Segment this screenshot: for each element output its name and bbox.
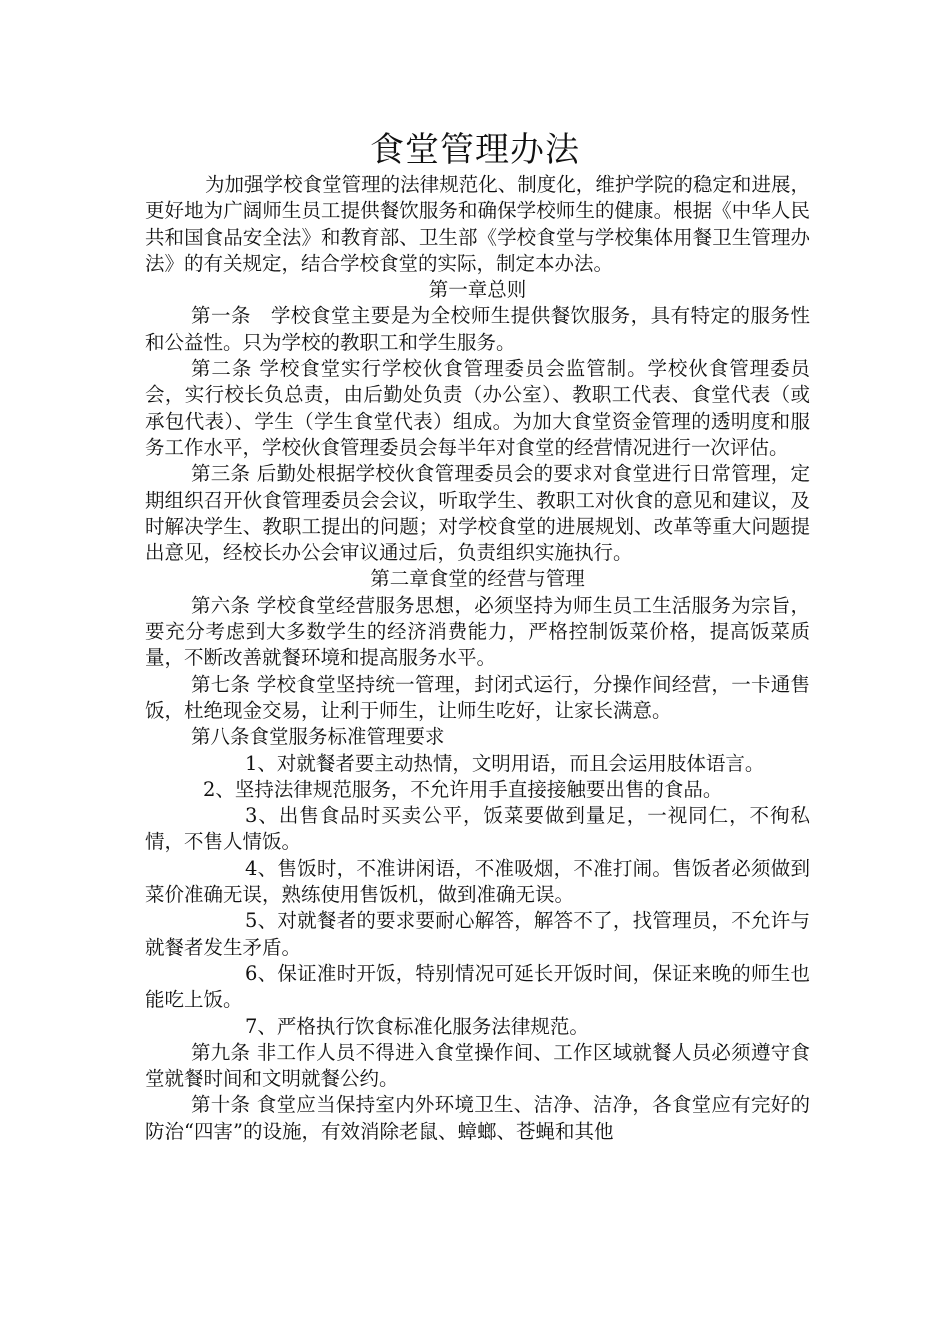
article-7: 第七条 学校食堂坚持统一管理，封闭式运行，分操作间经营，一卡通售饭，杜绝现金交易，让利于师生，让师生吃好，让家长满意。	[145, 672, 810, 722]
article-8-heading: 第八条食堂服务标准管理要求	[191, 725, 445, 749]
list-item-7: 7、严格执行饮食标准化服务法律规范。	[245, 1014, 589, 1038]
list-item-5: 5、对就餐者的要求要耐心解答，解答不了，找管理员，不允许与就餐者发生矛盾。	[145, 909, 810, 959]
list-item-3: 3、出售食品时买卖公平，饭菜要做到量足，一视同仁，不徇私情，不售人情饭。	[145, 804, 810, 854]
article-1: 第一条 学校食堂主要是为全校师生提供餐饮服务，具有特定的服务性和公益性。只为学校的教职工和学生服务。	[145, 304, 810, 354]
document-body	[145, 172, 810, 1145]
chapter-heading-2: 第二章食堂的经营与管理	[370, 567, 585, 591]
list-item-4: 4、售饭时，不准讲闲语，不准吸烟，不准打闹。售饭者必须做到菜价准确无误，熟练使用售饭机，做到准确无误。	[145, 856, 810, 907]
article-9: 第九条 非工作人员不得进入食堂操作间、工作区域就餐人员必须遵守食堂就餐时间和文明就餐公约。	[145, 1040, 810, 1091]
article-3: 第三条 后勤处根据学校伙食管理委员会的要求对食堂进行日常管理，定期组织召开伙食管理委员会会议，听取学生、教职工对伙食的意见和建议，及时解决学生、教职工提出的问题；对学校食堂的进展规划、改革等重大问题提出意见，经校长办公会审议通过后，负责组织实施执行。	[145, 462, 810, 565]
article-2: 第二条 学校食堂实行学校伙食管理委员会监管制。学校伙食管理委员会，实行校长负总责，由后勤处负责（办公室）、教职工代表、食堂代表（或承包代表）、学生（学生食堂代表）组成。为加大食堂资金管理的透明度和服务工作水平，学校伙食管理委员会每半年对食堂的经营情况进行一次评估。	[145, 357, 810, 459]
article-6: 第六条 学校食堂经营服务思想，必须坚持为师生员工生活服务为宗旨，要充分考虑到大多数学生的经济消费能力，严格控制饭菜价格，提高饭菜质量，不断改善就餐环境和提高服务水平。	[145, 593, 810, 670]
article-10: 第十条 食堂应当保持室内外环境卫生、洁净、洁净，各食堂应有完好的防治“四害”的设施，有效消除老鼠、蟑螂、苍蝇和其他	[145, 1093, 810, 1143]
list-item-1: 1、对就餐者要主动热情，文明用语，而且会运用肢体语言。	[245, 751, 765, 775]
chapter-heading-1: 第一章总则	[428, 278, 527, 302]
intro-paragraph: 为加强学校食堂管理的法律规范化、制度化，维护学院的稳定和进展，更好地为广阔师生员工提供餐饮服务和确保学校师生的健康。根据《中华人民共和国食品安全法》和教育部、卫生部《学校食堂与学校集体用餐卫生管理办法》的有关规定，结合学校食堂的实际，制定本办法。	[145, 173, 810, 275]
list-item-6: 6、保证准时开饭，特别情况可延长开饭时间，保证来晚的师生也能吃上饭。	[145, 961, 810, 1012]
list-item-2: 2、坚持法律规范服务，不允许用手直接接触要出售的食品。	[203, 777, 723, 801]
document-title: 食堂管理办法	[370, 130, 580, 170]
